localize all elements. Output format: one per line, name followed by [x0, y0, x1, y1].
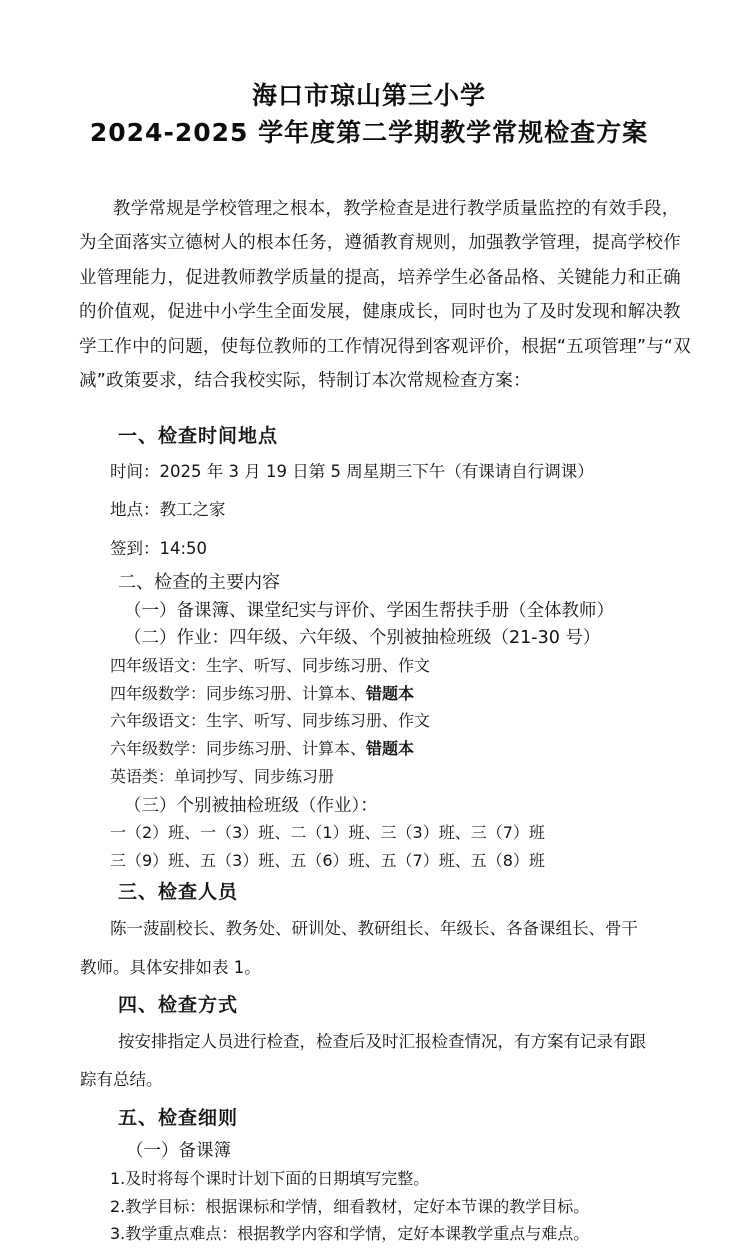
section2-heading: 二、检查的主要内容: [118, 572, 280, 593]
homework-item-text: 六年级数学：同步练习册、计算本、: [110, 739, 367, 758]
intro-line: 教学常规是学校管理之根本，教学检查是进行教学质量监控的有效手段，: [113, 199, 680, 219]
intro-line: 业管理能力，促进教师教学质量的提高，培养学生必备品格、关键能力和正确: [79, 267, 681, 288]
section4-heading: 四、检查方式: [118, 994, 239, 1016]
homework-item-text: 六年级语文：生字、听写、同步练习册、作文: [110, 711, 431, 730]
document-title: 2024-2025 学年度第二学期教学常规检查方案: [89, 118, 649, 147]
section4-line: 踪有总结。: [80, 1070, 163, 1089]
section2-sub1: （一）备课簿、课堂纪实与评价、学困生帮扶手册（全体教师）: [124, 601, 614, 621]
intro-line: 学工作中的问题，使每位教师的工作情况得到客观评价，根据“五项管理”与“双: [79, 336, 691, 357]
intro-line: 减”政策要求，结合我校实际，特制订本次常规检查方案：: [79, 371, 531, 392]
section4-line: 按安排指定人员进行检查，检查后及时汇报检查情况，有方案有记录有跟: [118, 1032, 646, 1051]
section3-line: 陈一菠副校长、教务处、研训处、教研组长、年级长、各备课组长、骨干: [110, 919, 638, 938]
section5-sub1: （一）备课簿: [126, 1141, 231, 1161]
sampled-classes-line: 一（2）班、一（3）班、二（1）班、三（3）班、三（7）班: [110, 823, 545, 842]
sampled-classes-line: 三（9）班、五（3）班、五（6）班、五（7）班、五（8）班: [110, 851, 545, 870]
homework-item-text: 四年级数学：同步练习册、计算本、: [110, 684, 367, 703]
homework-item: [110, 738, 414, 760]
section3-line: 教师。具体安排如表 1。: [80, 958, 261, 977]
intro-paragraph: [79, 192, 691, 398]
section2-sub3: （三）个别被抽检班级（作业）：: [124, 796, 378, 816]
section1-signin: 签到：14:50: [110, 539, 208, 558]
homework-item-bold: 错题本: [366, 739, 415, 758]
intro-line: 为全面落实立德树人的根本任务，遵循教育规则，加强教学管理，提高学校作: [79, 233, 681, 254]
intro-line: 的价值观，促进中小学生全面发展，健康成长，同时也为了及时发现和解决教: [79, 302, 681, 323]
homework-item: [110, 683, 414, 705]
section3-heading: 三、检查人员: [118, 881, 239, 903]
homework-item-text: 英语类：单词抄写、同步练习册: [110, 767, 335, 786]
school-title: 海口市琼山第三小学: [251, 81, 486, 110]
section5-heading: 五、检查细则: [118, 1107, 239, 1129]
homework-item: [110, 655, 430, 677]
homework-item-text: 四年级语文：生字、听写、同步练习册、作文: [110, 656, 431, 675]
homework-item: [110, 766, 334, 788]
homework-item-bold: 错题本: [366, 684, 415, 703]
rule-item: 3.教学重点难点：根据教学内容和学情，定好本课教学重点与难点。: [110, 1224, 590, 1243]
section1-time: 时间：2025 年 3 月 19 日第 5 周星期三下午（有课请自行调课）: [110, 462, 594, 481]
section2-sub2: （二）作业：四年级、六年级、个别被抽检班级（21-30 号）: [124, 628, 601, 648]
homework-item: [110, 710, 430, 732]
section1-place: 地点：教工之家: [110, 500, 226, 519]
rule-item: 2.教学目标：根据课标和学情，细看教材，定好本节课的教学目标。: [110, 1197, 590, 1216]
section1-heading: 一、检查时间地点: [118, 425, 279, 447]
rule-item: 1.及时将每个课时计划下面的日期填写完整。: [110, 1169, 430, 1188]
